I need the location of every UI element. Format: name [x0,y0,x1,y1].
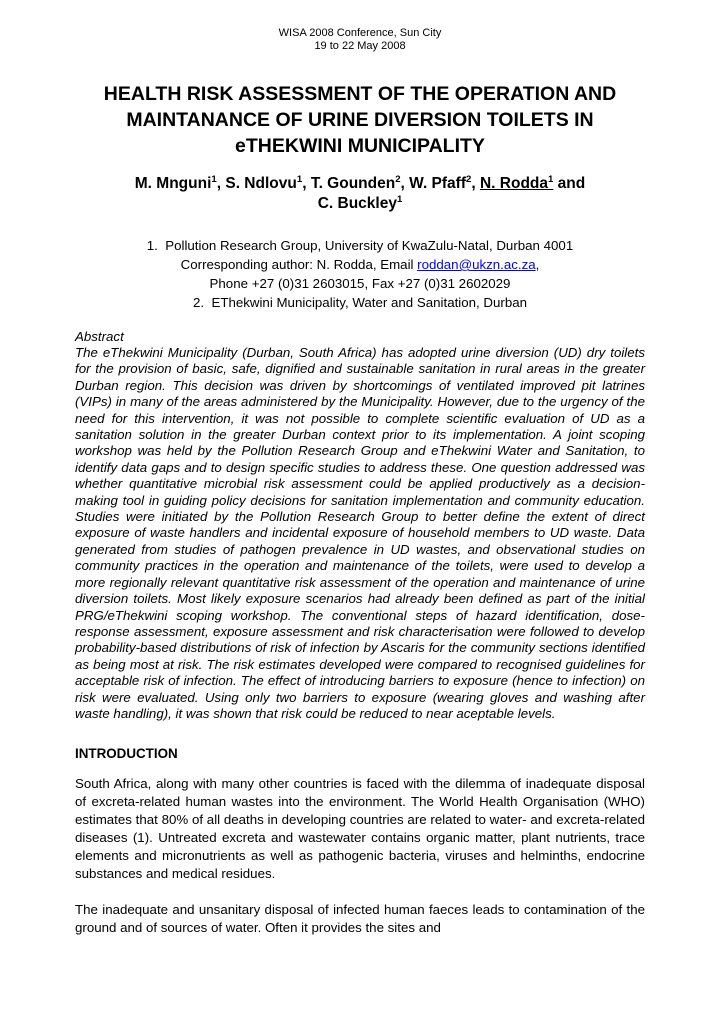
conference-header [75,27,645,53]
affiliation-superscript: 1 [296,173,303,185]
text-segment: , [471,175,480,192]
introduction-paragraph-1: South Africa, along with many other countries is faced with the dilemma of inadequate disposal of excreta-related human wastes into the environment. The World Health Organisation (WHO) estimates that 80% of all deaths in developing countries are related to water- and excreta-related diseases (1). Untreated excreta and wastewater contains organic matter, plant nutrients, trace elements and micronutrients as well as pathogenic bacteria, viruses and helminths, endocrine substances and medical residues. [75,776,645,881]
affiliation-superscript: 1 [548,173,554,185]
text-segment: C. Buckley$^1$ [317,193,403,212]
text-segment: Phone +27 (0)31 2603015, Fax +27 (0)31 2602029 [209,276,511,291]
text-segment: 2. EThekwini Municipality, Water and Sanitation, Durban [192,295,528,310]
email-link[interactable]: roddan@ukzn.ac.za [417,257,536,272]
abstract-heading: Abstract [75,329,124,344]
text-segment: T. Gounden$^2$ [310,173,401,192]
conference-name: WISA 2008 Conference, Sun City [278,27,442,39]
paper-title-line: HEALTH RISK ASSESSMENT OF THE OPERATION AND [103,83,617,105]
text-segment: , [216,175,226,192]
text-segment: 1. Pollution Research Group, University of KwaZulu-Natal, Durban 4001 [146,238,574,253]
text-segment: Corresponding author: N. Rodda, Email [180,257,418,272]
page-content [75,0,645,937]
introduction-heading: INTRODUCTION [75,746,178,762]
text-segment: and [553,175,586,192]
affiliation-superscript: 2 [466,173,472,185]
paper-title [75,81,645,159]
abstract-body: The eThekwini Municipality (Durban, South Africa) has adopted urine diversion (UD) dry toilets for the provision of basic, safe, dignified and sustainable sanitation in rural areas in the greater Durban region. This decision was driven by shortcomings of ventilated improved pit latrines (VIPs) in many of the areas administered by the Municipality. However, due to the urgency of the need for this intervention, it was not possible to complete scientific evaluation of UD as a sanitation solution in the greater Durban context prior to its implementation. A joint scoping workshop was held by the Pollution Research Group and eThekwini Water and Sanitation, to identify data gaps and to design specific studies to address these. One question addressed was whether quantitative microbial risk assessment could be applied productively as a decision-making tool in guiding policy decisions for sanitation implementation and community education. Studies were initiated by the Pollution Research Group to better define the extent of direct exposure of waste handlers and incidental exposure of household members to UD waste. Data generated from studies of pathogen prevalence in UD wastes, and observational studies on community practices in the operation and maintenance of the toilets, were used to develop a more regionally relevant quantitative risk assessment of the operation and maintenance of urine diversion toilets. Most likely exposure scenarios had already been defined as part of the initial PRG/eThekwini scoping workshop. The conventional steps of hazard identification, dose-response assessment, exposure assessment and risk characterisation were followed to develop probability-based distributions of risk of infection by Ascaris for the community sections identified as being most at risk. The risk estimates developed were compared to recognised guidelines for acceptable risk of infection. The effect of introducing barriers to exposure (hence to infection) on risk were evaluated. Using only two barriers to exposure (wearing gloves and washing after waste handling), it was shown that risk could be reduced to near aceptable levels. [75,345,645,721]
affiliation-line [75,274,645,293]
paper-title-line: MAINTANANCE OF URINE DIVERSION TOILETS IN [126,109,594,131]
text-segment: , [400,175,410,192]
paper-title-line: eTHEKWINI MUNICIPALITY [235,135,485,157]
affiliation-superscript: 1 [396,193,403,205]
author-line [75,174,645,194]
introduction-paragraph-2: The inadequate and unsanitary disposal of infected human faeces leads to contamination of the ground and of sources of water. Often it provides the sites and [75,901,645,935]
text-segment: N. Rodda$^1$ [479,173,554,192]
author-line [75,194,645,214]
affiliation-line [75,293,645,312]
text-segment: , [302,175,311,192]
affiliation-line [75,236,645,255]
author-list [75,174,645,214]
text-segment: , [535,257,540,272]
affiliation-line [75,255,645,274]
text-segment: M. Mnguni$^1$ [134,173,217,192]
text-segment: S. Ndlovu$^1$ [225,173,303,192]
conference-dates: 19 to 22 May 2008 [314,40,406,52]
text-segment: W. Pfaff$^2$ [409,173,472,192]
affiliation-list [75,236,645,312]
affiliation-superscript: 2 [395,173,401,185]
affiliation-superscript: 1 [211,173,217,185]
